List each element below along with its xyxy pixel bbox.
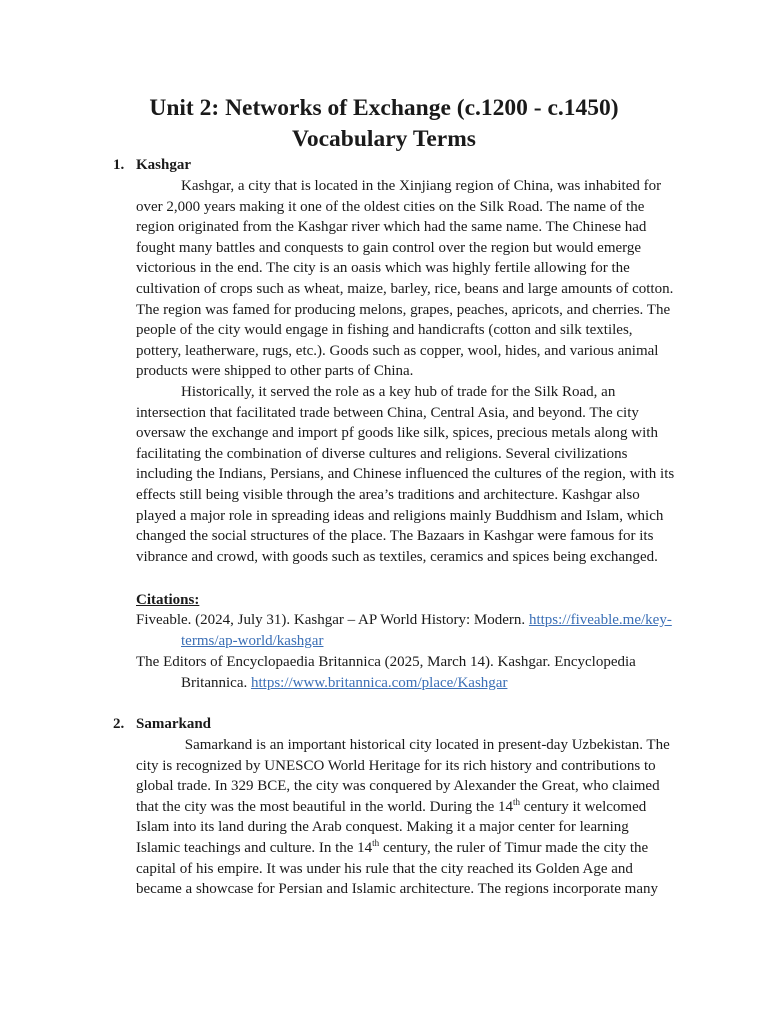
- paragraph-line: The region was famed for producing melons, grapes, peaches, apricots, and cherries. The: [136, 301, 671, 318]
- citation-2: [136, 652, 696, 693]
- paragraph-line: fought many battles and conquests to gain control over the region but would emerge: [136, 239, 642, 256]
- superscript: th: [372, 837, 380, 848]
- paragraph-line: Islamic teachings and culture. In the 14th century, the ruler of Timur made the city the: [136, 837, 649, 856]
- paragraph-line: that the city was the most beautiful in the world. During the 14th century it welcomed: [136, 796, 647, 815]
- term-heading-kashgar: [113, 155, 191, 176]
- kashgar-paragraph-2: [136, 382, 678, 567]
- paragraph-line: oversaw the exchange and import pf goods like silk, spices, precious metals along with: [136, 425, 658, 442]
- kashgar-paragraph-1: [136, 176, 678, 382]
- paragraph-line: including the Indians, Persians, and Chinese influenced the cultures of the region, with its: [136, 466, 675, 483]
- paragraph-line: people of the city would engage in fishing and handicrafts (cotton and silk textiles,: [136, 322, 633, 339]
- paragraph-line: Islam into its land during the Arab conquest. Making it a major center for learning: [136, 819, 629, 836]
- paragraph-line: played a major role in spreading ideas and religions mainly Buddhism and Islam, which: [136, 507, 664, 524]
- term-heading-samarkand: [113, 714, 211, 735]
- paragraph-line: Kashgar, a city that is located in the Xinjiang region of China, was inhabited for: [181, 178, 662, 194]
- paragraph-line: effects still being visible through the area’s traditions and architecture. Kashgar also: [136, 486, 640, 503]
- term-number: 1.: [113, 157, 125, 173]
- paragraph-line: over 2,000 years making it one of the oldest cities on the Silk Road. The name of the: [136, 198, 645, 215]
- document-title-line-2: Vocabulary Terms: [292, 126, 476, 152]
- citation-text: The Editors of Encyclopaedia Britannica (2025, March 14). Kashgar. Encyclopedia: [136, 654, 636, 670]
- citation-text: Fiveable. (2024, July 31). Kashgar – AP World History: Modern.: [136, 612, 529, 628]
- paragraph-line: intersection that facilitated trade between China, Central Asia, and beyond. The city: [136, 404, 639, 421]
- citation-link[interactable]: https://fiveable.me/key-: [528, 612, 672, 628]
- paragraph-line: vibrance and crowd, with goods such as textiles, ceramics and spices being exchanged.: [136, 548, 658, 565]
- paragraph-line: cultivation of crops such as wheat, maize, barley, rice, beans and large amounts of cotton.: [136, 280, 674, 297]
- paragraph-line: Samarkand is an important historical city located in present-day Uzbekistan. The: [181, 737, 670, 753]
- paragraph-line: global trade. In 329 BCE, the city was conquered by Alexander the Great, who claimed: [136, 778, 660, 795]
- paragraph-line: capital of his empire. It was under his rule that the city reached its Golden Age and: [136, 860, 633, 877]
- document-title-line-1: Unit 2: Networks of Exchange (c.1200 - c.1450): [149, 95, 619, 121]
- term-name: Kashgar: [136, 157, 192, 173]
- samarkand-paragraph-1: [136, 735, 678, 900]
- paragraph-line: Historically, it served the role as a key hub of trade for the Silk Road, an: [181, 384, 616, 400]
- citation-text-continued: Britannica.: [181, 674, 251, 691]
- paragraph-line: became a showcase for Persian and Islamic architecture. The regions incorporate many: [136, 881, 659, 898]
- citation-link-continued[interactable]: terms/ap-world/kashgar: [181, 632, 324, 649]
- citation-link[interactable]: https://www.britannica.com/place/Kashgar: [250, 674, 508, 691]
- paragraph-line: facilitating the combination of diverse cultures and religions. Several civilizations: [136, 445, 628, 462]
- term-name: Samarkand: [136, 716, 212, 732]
- citations-heading: Citations:: [136, 592, 200, 608]
- paragraph-line: pottery, leatherware, rugs, etc.). Goods such as copper, wool, hides, and various animal: [136, 342, 659, 359]
- paragraph-line: city is recognized by UNESCO World Heritage for its rich history and contributions to: [136, 757, 656, 774]
- term-number: 2.: [113, 716, 125, 732]
- paragraph-line: changed the social structures of the place. The Bazaars in Kashgar were famous for its: [136, 528, 654, 545]
- paragraph-line: victorious in the end. The city is an oasis which was highly fertile allowing for the: [136, 260, 630, 277]
- paragraph-line: products were shipped to other parts of China.: [136, 363, 414, 380]
- superscript: th: [513, 796, 521, 807]
- paragraph-line: region originated from the Kashgar river which had the same name. The Chinese had: [136, 219, 647, 236]
- citation-1: [136, 610, 696, 651]
